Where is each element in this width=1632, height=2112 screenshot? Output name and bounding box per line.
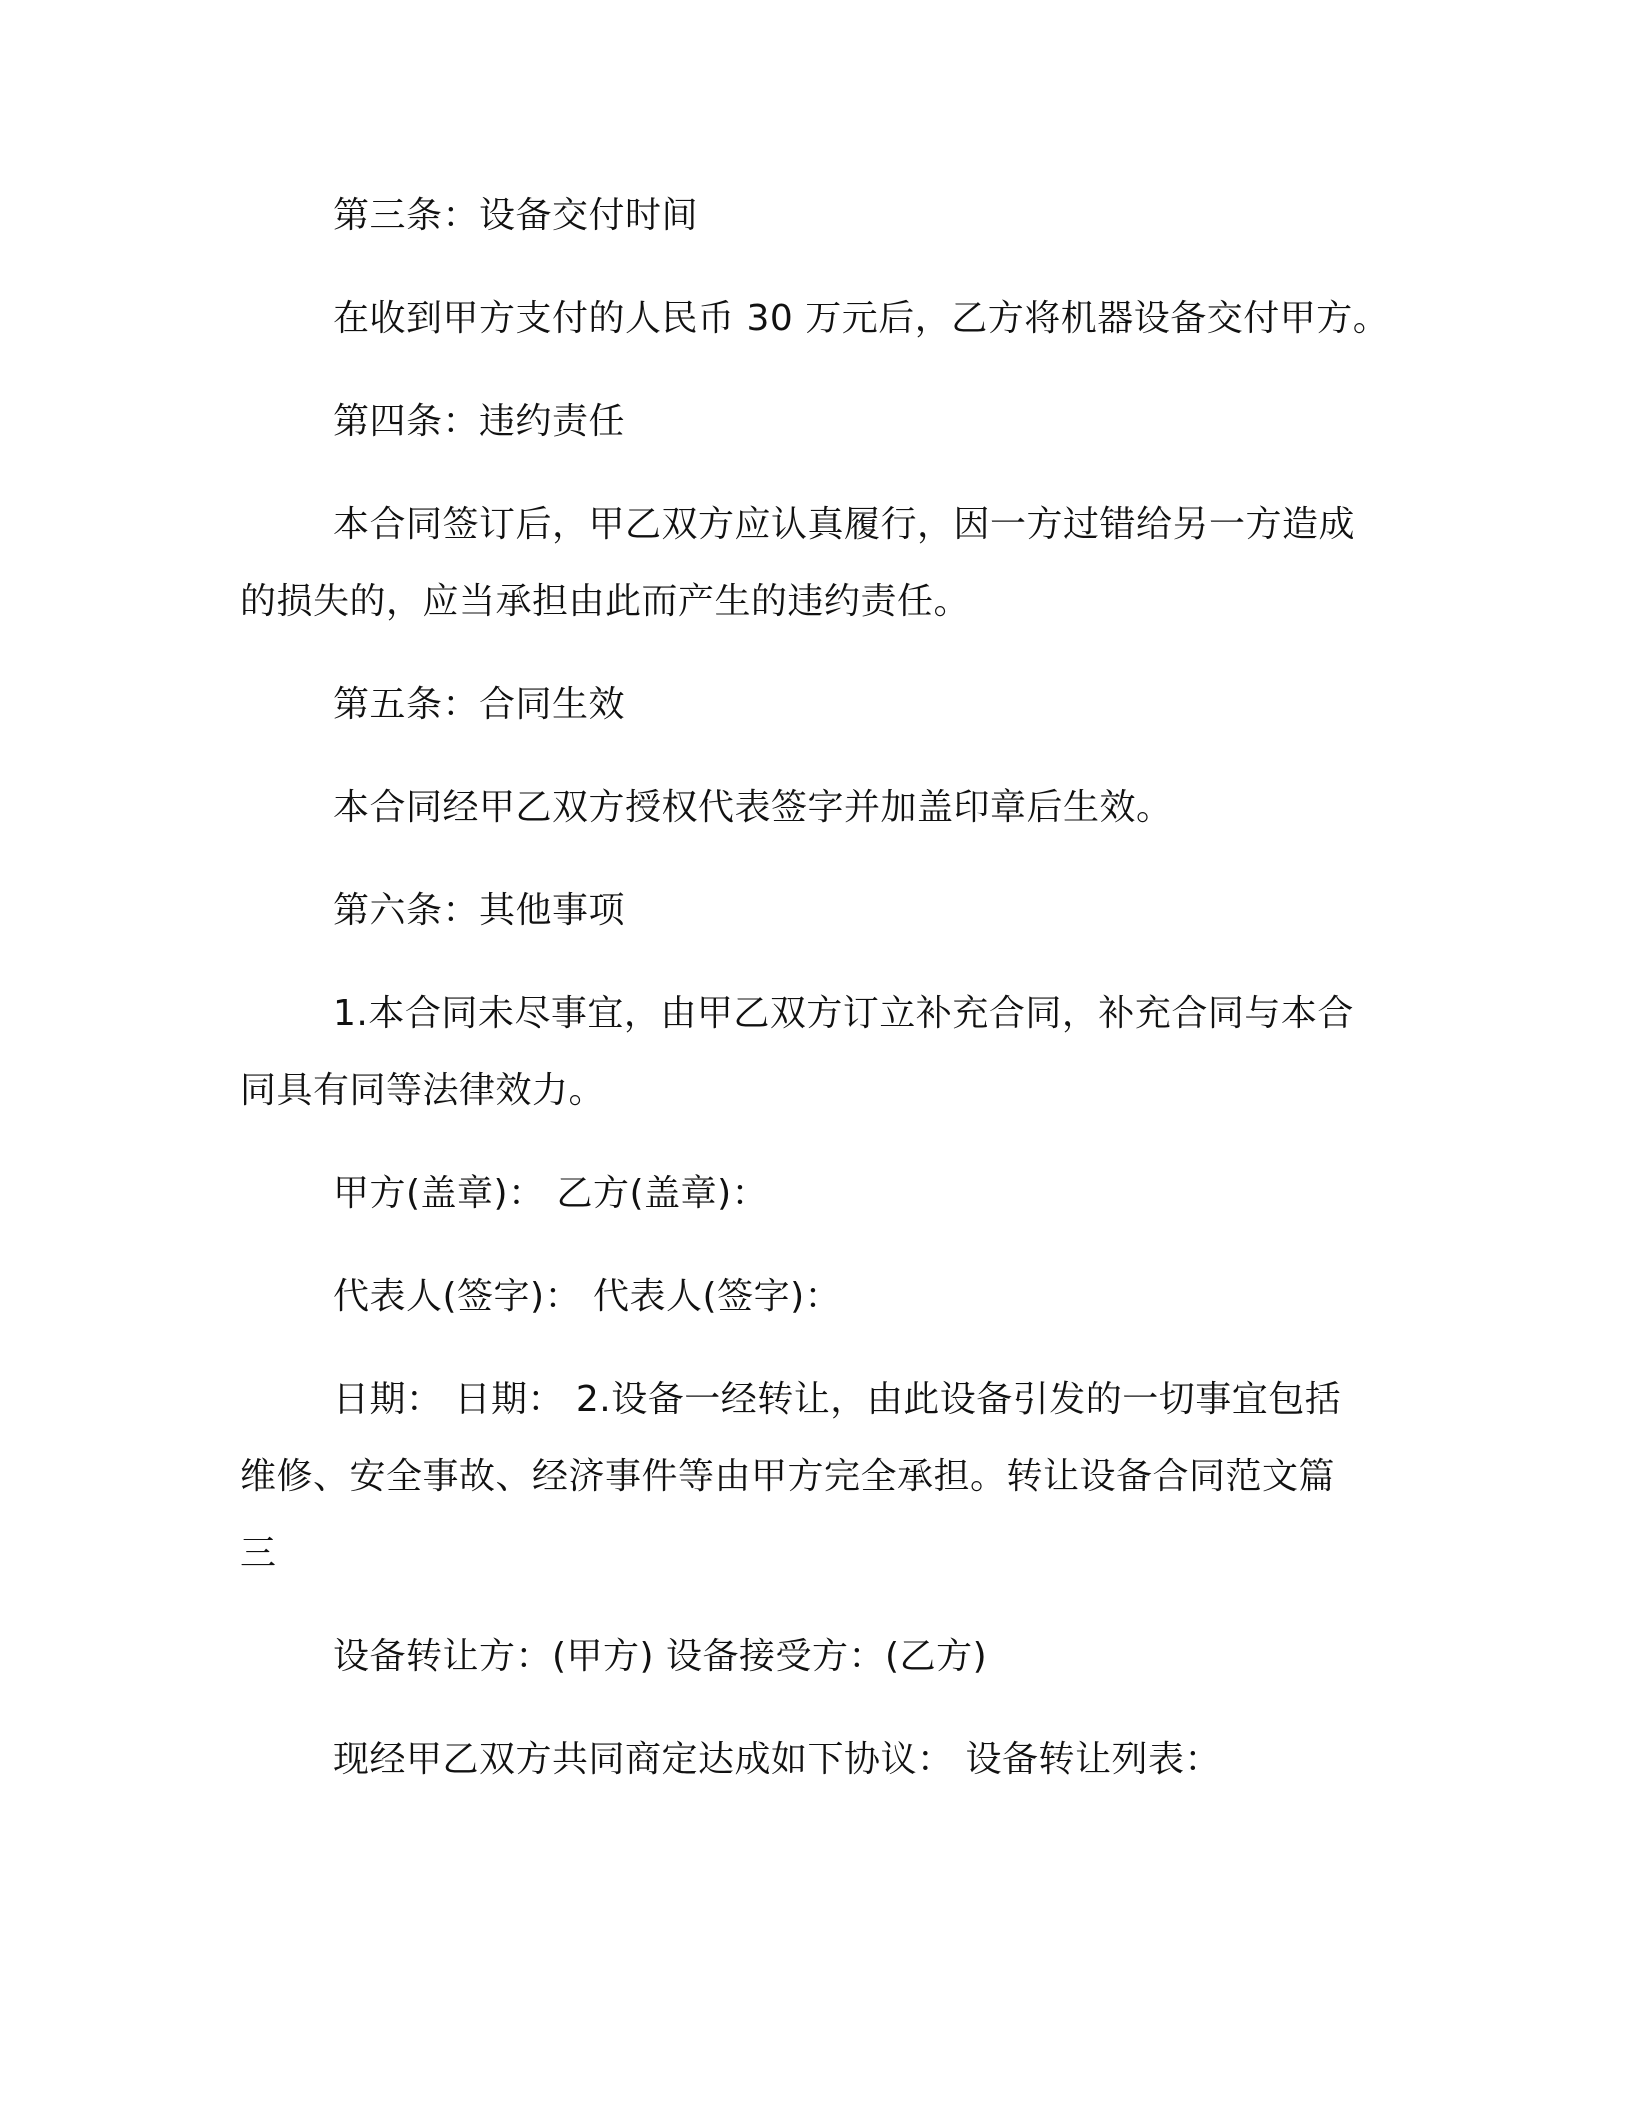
article-5-heading: 第五条：合同生效	[333, 684, 626, 725]
article-6-item-1-line-2: 同具有同等法律效力。	[240, 1070, 606, 1111]
agreement-line: 现经甲乙双方共同商定达成如下协议： 设备转让列表：	[333, 1739, 1221, 1780]
article-3-text: 在收到甲方支付的人民币 30 万元后，乙方将机器设备交付甲方。	[333, 298, 1390, 339]
article-4-text-line-2: 的损失的，应当承担由此而产生的违约责任。	[240, 581, 971, 622]
date-line: 日期： 日期： 2.设备一经转让，由此设备引发的一切事宜包括	[333, 1379, 1342, 1420]
article-3-heading: 第三条：设备交付时间	[333, 195, 699, 236]
date-line-continued: 维修、安全事故、经济事件等由甲方完全承担。转让设备合同范文篇	[240, 1456, 1336, 1497]
seal-line: 甲方(盖章)： 乙方(盖章)：	[333, 1173, 769, 1214]
parties-line: 设备转让方：(甲方) 设备接受方：(乙方)	[333, 1636, 988, 1677]
article-4-heading: 第四条：违约责任	[333, 401, 626, 442]
section-three-heading-tail: 三	[240, 1533, 277, 1574]
article-6-item-1-line-1: 1.本合同未尽事宜，由甲乙双方订立补充合同，补充合同与本合	[333, 993, 1354, 1034]
article-4-text-line-1: 本合同签订后，甲乙双方应认真履行，因一方过错给另一方造成	[333, 504, 1356, 545]
signature-line: 代表人(签字)： 代表人(签字)：	[333, 1276, 842, 1317]
article-6-heading: 第六条：其他事项	[333, 890, 626, 931]
article-5-text: 本合同经甲乙双方授权代表签字并加盖印章后生效。	[333, 787, 1173, 828]
